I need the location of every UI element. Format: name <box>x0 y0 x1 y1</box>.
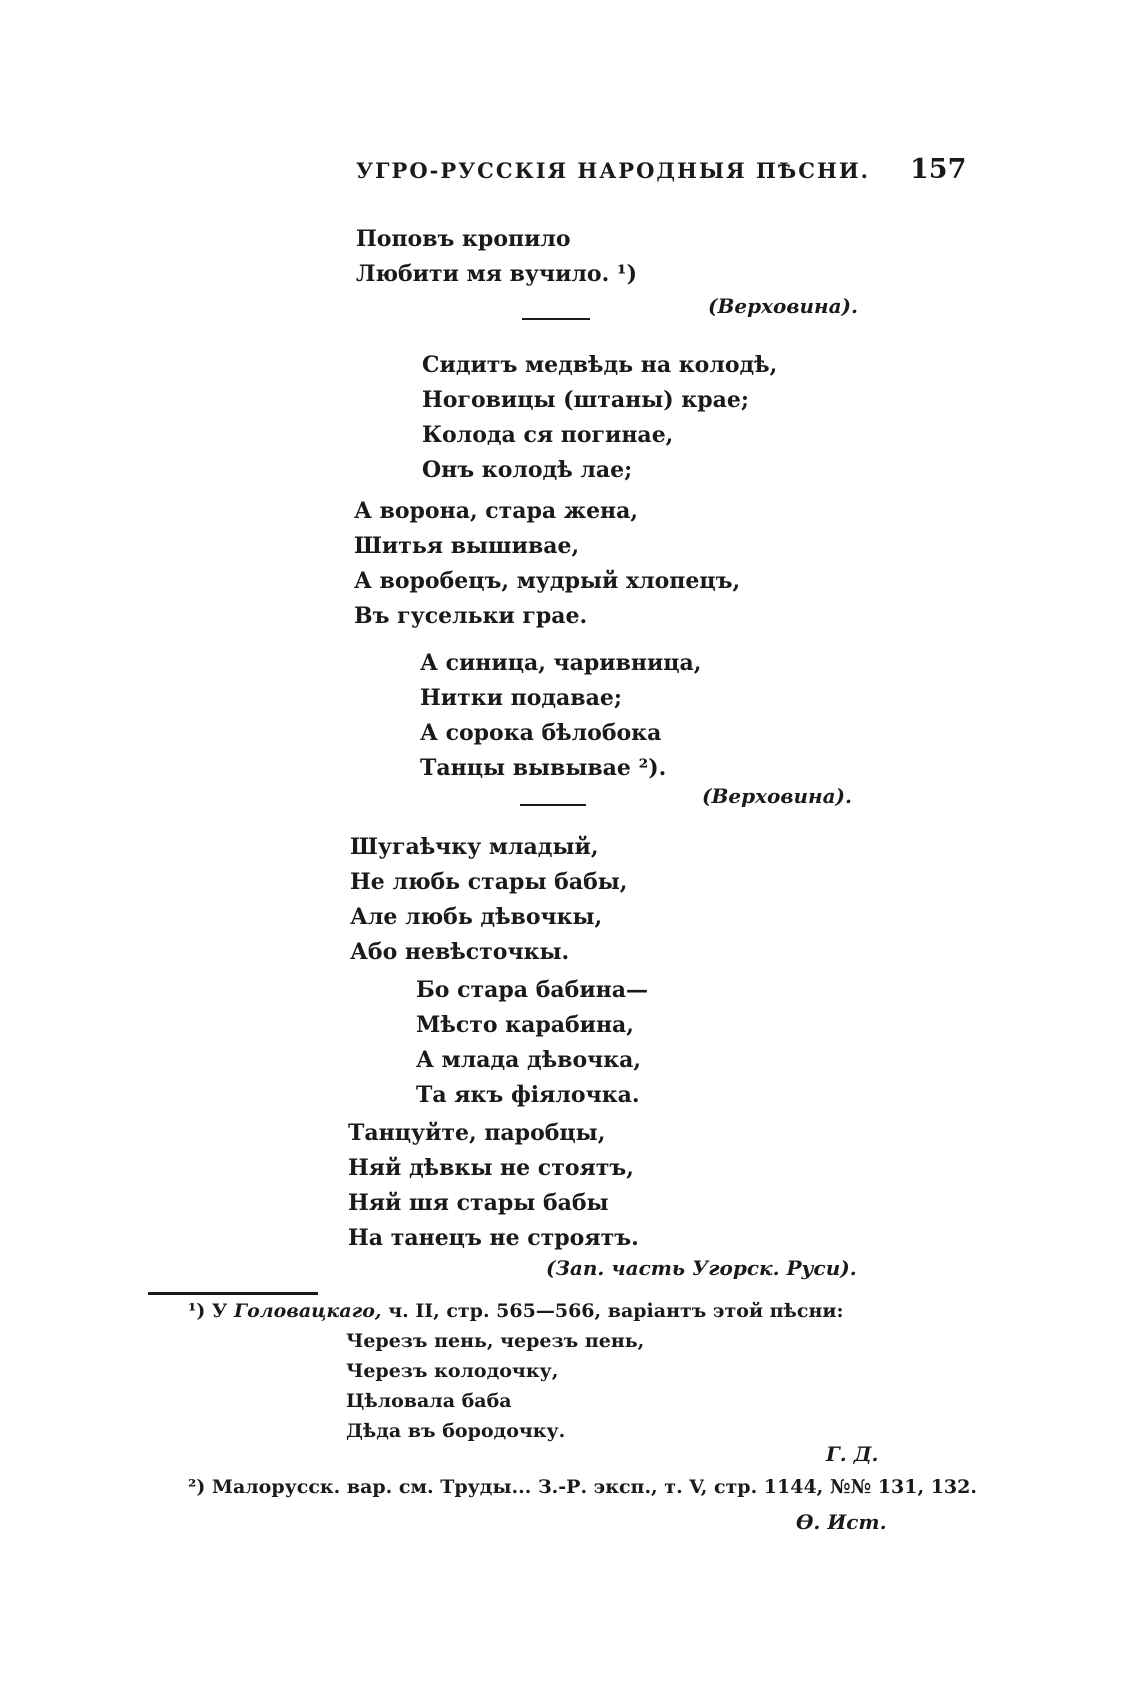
verse-line: Шитья вышивае, <box>354 533 580 559</box>
page-number: 157 <box>910 154 967 185</box>
verse-line: Шугаѣчку младый, <box>350 834 599 860</box>
verse-line: Няй шя стары бабы <box>348 1190 609 1216</box>
verse-line: А воробецъ, мудрый хлопецъ, <box>354 568 741 594</box>
section-divider <box>522 318 590 320</box>
song2-source: (Верховина). <box>702 784 852 808</box>
song2-stanza-c <box>420 646 701 786</box>
footnote-verse-line: Черезъ пень, черезъ пень, <box>346 1330 645 1352</box>
verse-line: Не любь стары бабы, <box>350 869 628 895</box>
verse-line: Колода ся погинае, <box>422 422 674 448</box>
verse-line: Але любь дѣвочкы, <box>350 904 603 930</box>
verse-line: Поповъ кропило <box>356 226 571 252</box>
section-divider <box>520 804 586 806</box>
song1-source: (Верховина). <box>708 294 858 318</box>
song3-stanza-a <box>350 830 627 970</box>
verse-line: Въ гусельки грае. <box>354 603 588 629</box>
verse-line: А млада дѣвочка, <box>416 1047 642 1073</box>
verse-line: Та якъ фіялочка. <box>416 1082 640 1108</box>
song2-stanza-b <box>354 494 740 634</box>
footnote-1-marker: ¹) У <box>188 1300 228 1322</box>
song3-stanza-b <box>416 973 648 1113</box>
verse-line: Ноговицы (штаны) крае; <box>422 387 749 413</box>
footnote-1-signature: Г. Д. <box>826 1442 879 1466</box>
footnote-2-signature: Ѳ. Ист. <box>796 1510 887 1534</box>
footnote-1-verse <box>346 1326 644 1446</box>
verse-line: Танцуйте, паробцы, <box>348 1120 606 1146</box>
song3-stanza-c <box>348 1116 639 1256</box>
footnote-2: ²) Малорусск. вар. см. Труды... З.-Р. эксп., т. V, стр. 1144, №№ 131, 132. <box>188 1476 977 1498</box>
song3-source: (Зап. часть Угорск. Руси). <box>546 1256 857 1280</box>
verse-line: А сорока бѣлобока <box>420 720 662 746</box>
verse-line: Няй дѣвкы не стоятъ, <box>348 1155 634 1181</box>
verse-line: Любити мя вучило. ¹) <box>356 261 637 287</box>
verse-line: Або невѣсточкы. <box>350 939 570 965</box>
song1-lines <box>356 222 637 292</box>
footnote-1-author: Головацкаго, <box>233 1300 382 1322</box>
footnote-1 <box>188 1300 844 1322</box>
verse-line: Танцы вывывае ²). <box>420 755 667 781</box>
verse-line: Бо стара бабина— <box>416 977 648 1003</box>
footnote-rule <box>148 1292 318 1295</box>
verse-line: На танецъ не строятъ. <box>348 1225 639 1251</box>
running-header: УГРО-РУССКІЯ НАРОДНЫЯ ПѢСНИ. <box>356 158 870 183</box>
verse-line: Сидитъ медвѣдь на колодѣ, <box>422 352 778 378</box>
footnote-verse-line: Цѣловала баба <box>346 1390 512 1412</box>
footnote-1-text: ч. II, стр. 565—566, варіантъ этой пѣсни: <box>388 1300 844 1322</box>
verse-line: Нитки подавае; <box>420 685 622 711</box>
song2-stanza-a <box>422 348 777 488</box>
verse-line: А ворона, стара жена, <box>354 498 639 524</box>
verse-line: Мѣсто карабина, <box>416 1012 634 1038</box>
footnote-verse-line: Дѣда въ бородочку. <box>346 1420 566 1442</box>
verse-line: Онъ колодѣ лае; <box>422 457 633 483</box>
footnote-verse-line: Черезъ колодочку, <box>346 1360 559 1382</box>
verse-line: А синица, чаривница, <box>420 650 702 676</box>
